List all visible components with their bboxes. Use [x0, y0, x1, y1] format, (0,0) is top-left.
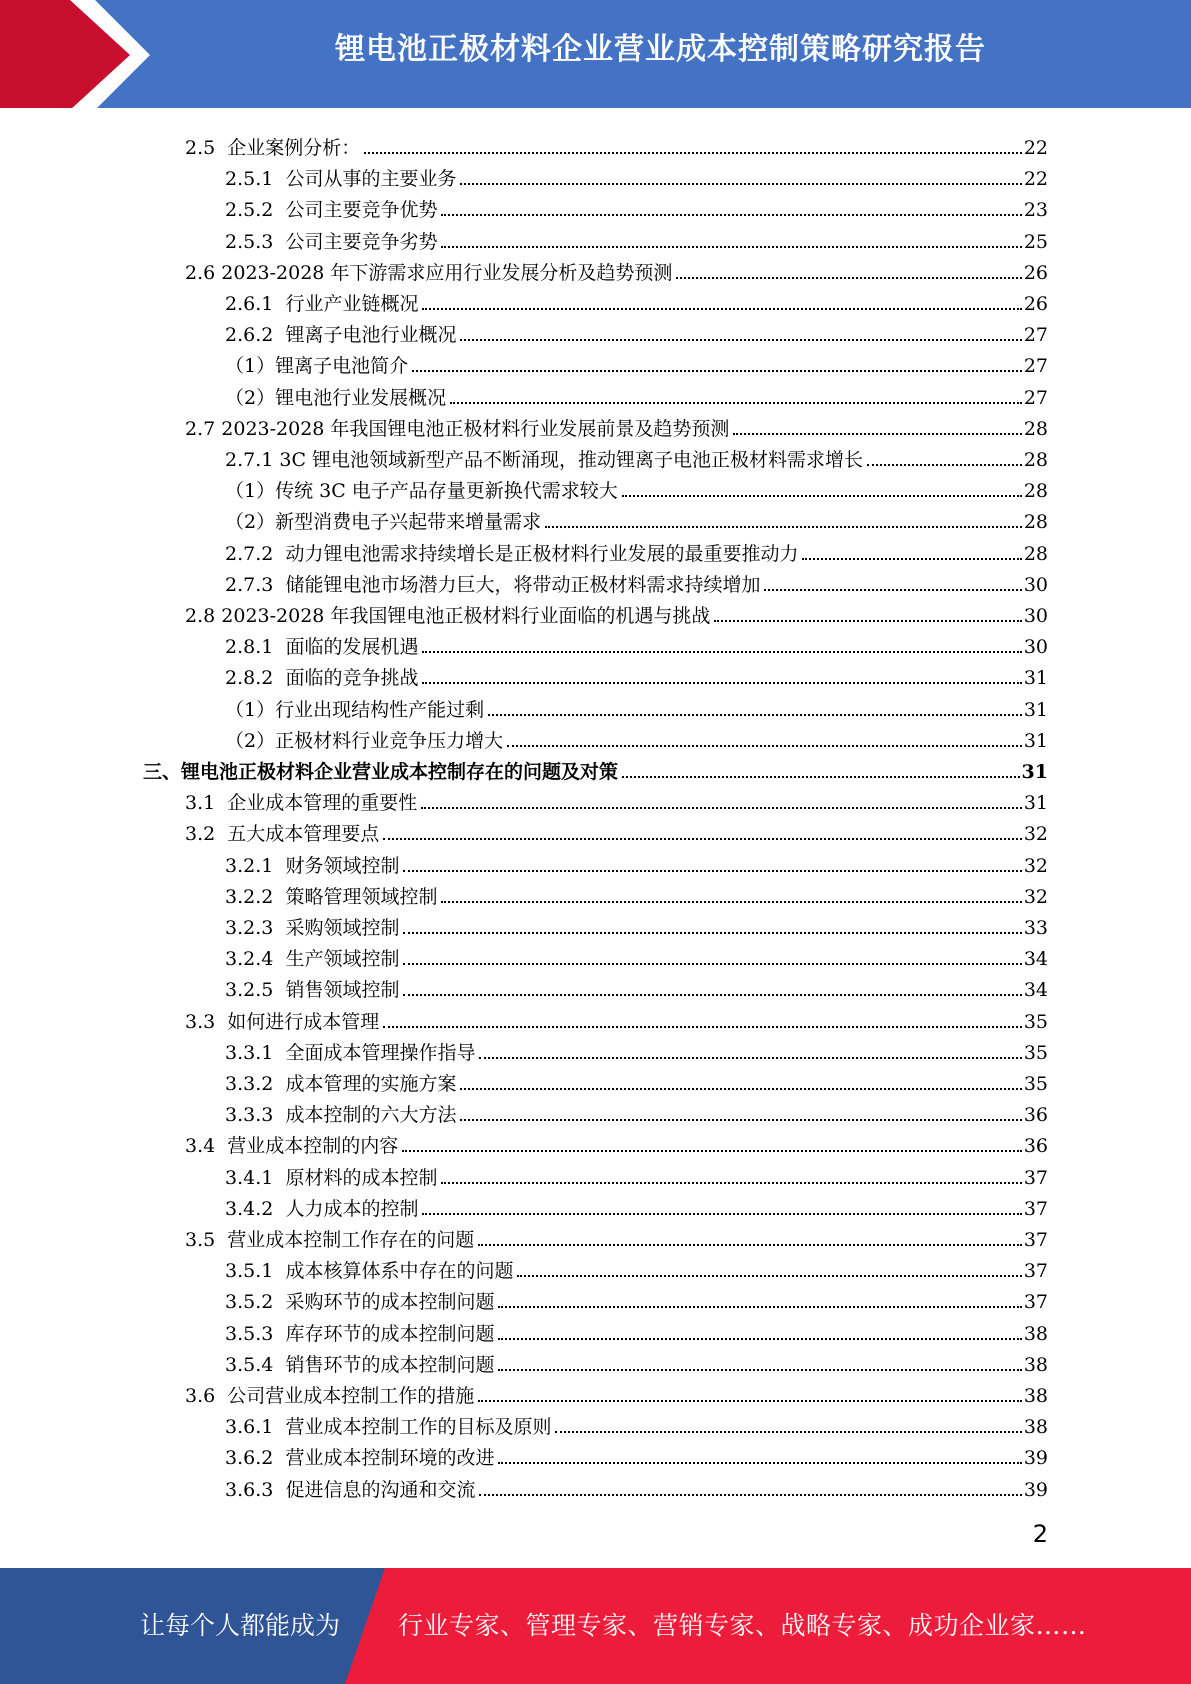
toc-dot-leader [422, 651, 1021, 653]
toc-entry-page: 26 [1023, 293, 1048, 315]
toc-entry[interactable] [225, 565, 1048, 596]
toc-entry-title: 新型消费电子兴起带来增量需求 [275, 511, 542, 534]
toc-entry-page: 37 [1023, 1197, 1048, 1220]
toc-entry-number: 2.6.2 [225, 324, 286, 347]
toc-entry-title: 公司营业成本控制工作的措施 [227, 1385, 475, 1407]
toc-entry[interactable] [225, 378, 1048, 409]
toc-entry-number: 2.5.3 [225, 230, 286, 253]
toc-dot-leader [441, 1182, 1021, 1184]
toc-entry[interactable] [225, 1095, 1048, 1126]
toc-entry-page: 39 [1023, 1478, 1048, 1501]
toc-entry-title: 企业案例分析： [227, 137, 361, 159]
toc-dot-leader [403, 994, 1021, 996]
toc-entry-number: 2.6 [185, 261, 222, 284]
toc-entry-page: 32 [1023, 885, 1048, 908]
toc-entry[interactable] [225, 1407, 1048, 1438]
toc-entry-number: 3.5.4 [225, 1353, 286, 1376]
toc-entry[interactable] [225, 627, 1048, 658]
toc-dot-leader [555, 1431, 1021, 1433]
page-header [0, 0, 1191, 110]
toc-dot-leader [479, 1057, 1021, 1059]
toc-dot-leader [488, 714, 1022, 716]
toc-entry-number: 3.2.5 [225, 979, 286, 1002]
toc-entry[interactable] [185, 1376, 1048, 1407]
toc-entry-page: 31 [1021, 761, 1048, 783]
toc-entry-page: 37 [1023, 1229, 1048, 1251]
toc-entry-title: 库存环节的成本控制问题 [285, 1322, 495, 1345]
toc-entry[interactable] [185, 409, 1048, 440]
toc-entry-title: 动力锂电池需求持续增长是正极材料行业发展的最重要推动力 [285, 542, 799, 565]
toc-entry[interactable] [225, 440, 1048, 471]
toc-entry-number: 2.5.1 [225, 168, 286, 191]
toc-entry[interactable] [225, 908, 1048, 939]
toc-dot-leader [498, 1338, 1021, 1340]
toc-entry-number: 3.4 [185, 1135, 228, 1158]
toc-entry-page: 30 [1023, 636, 1048, 659]
toc-entry-number: 3.6.3 [225, 1478, 286, 1501]
toc-entry-number: 3.6.2 [225, 1447, 286, 1470]
toc-entry[interactable] [225, 877, 1048, 908]
toc-dot-leader [676, 277, 1021, 279]
toc-entry-title: 2023-2028 年我国锂电池正极材料行业面临的机遇与挑战 [221, 605, 711, 627]
toc-entry-number: 2.5 [185, 137, 228, 159]
toc-entry-title: 人力成本的控制 [285, 1197, 419, 1220]
toc-entry[interactable] [225, 1064, 1048, 1095]
toc-entry-title: 储能锂电池市场潜力巨大，将带动正极材料需求持续增加 [285, 573, 761, 596]
toc-entry-page: 27 [1023, 386, 1048, 409]
toc-entry-title: 2023-2028 年下游需求应用行业发展分析及趋势预测 [221, 261, 673, 284]
toc-entry-number: 2.7 [185, 417, 222, 440]
toc-entry-page: 31 [1023, 792, 1048, 815]
header-bottom-line [0, 108, 1191, 110]
toc-entry-title: 面临的竞争挑战 [285, 667, 419, 690]
toc-entry[interactable] [185, 128, 1048, 159]
toc-entry-number: 3.3.2 [225, 1073, 286, 1095]
toc-entry-title: 公司从事的主要业务 [285, 168, 457, 191]
toc-entry-number: （2） [225, 386, 276, 409]
toc-entry[interactable] [185, 783, 1048, 814]
toc-entry-title: 销售领域控制 [285, 979, 400, 1002]
toc-entry[interactable] [185, 253, 1048, 284]
toc-entry-number: 3.2 [185, 823, 228, 846]
toc-entry-number: 3.2.1 [225, 854, 286, 877]
toc-entry[interactable] [225, 190, 1048, 221]
toc-entry[interactable] [225, 159, 1048, 190]
toc-entry-number: （2） [225, 511, 276, 534]
toc-entry-number: 3.2.3 [225, 917, 286, 939]
toc-dot-leader [402, 1150, 1022, 1152]
toc-entry-number: 2.5.2 [225, 199, 286, 222]
toc-entry[interactable] [225, 346, 1048, 377]
toc-dot-leader [460, 339, 1021, 341]
toc-entry-page: 38 [1023, 1385, 1048, 1407]
toc-entry[interactable] [185, 814, 1048, 845]
toc-entry-title: 锂离子电池行业概况 [285, 324, 457, 347]
toc-entry-number: （2） [225, 729, 276, 752]
toc-entry-page: 27 [1023, 355, 1048, 378]
toc-entry-page: 35 [1023, 1041, 1048, 1064]
toc-entry-title: 面临的发展机遇 [285, 636, 419, 659]
toc-dot-leader [517, 1275, 1021, 1277]
toc-dot-leader [383, 838, 1022, 840]
toc-dot-leader [403, 932, 1021, 934]
toc-entry-number: 3.4.2 [225, 1197, 286, 1220]
toc-dot-leader [622, 495, 1022, 497]
toc-entry-title: 采购领域控制 [285, 917, 400, 939]
toc-entry-number: 2.8.2 [225, 667, 286, 690]
toc-entry-title: 成本管理的实施方案 [285, 1073, 457, 1095]
toc-entry[interactable] [185, 1126, 1048, 1157]
toc-entry-number: 3.1 [185, 792, 228, 815]
toc-dot-leader [498, 1306, 1021, 1308]
toc-entry[interactable] [143, 752, 1048, 783]
toc-entry-page: 33 [1023, 917, 1048, 939]
toc-entry-page: 28 [1023, 449, 1048, 471]
footer-slogan-right: 行业专家、管理专家、营销专家、战略专家、成功企业家…… [398, 1611, 1087, 1640]
toc-entry[interactable] [225, 1345, 1048, 1376]
toc-entry-page: 36 [1023, 1135, 1048, 1158]
toc-entry-title: 营业成本控制工作的目标及原则 [285, 1416, 552, 1439]
toc-dot-leader [450, 402, 1022, 404]
toc-entry-number: （1） [225, 698, 276, 721]
toc-entry-title: 营业成本控制的内容 [227, 1135, 399, 1158]
toc-entry-title: 生产领域控制 [285, 948, 400, 971]
toc-dot-leader [478, 1244, 1022, 1246]
toc-entry-page: 36 [1023, 1104, 1048, 1127]
toc-entry-page: 28 [1023, 511, 1048, 534]
page-number: 2 [1032, 1520, 1048, 1548]
page-footer [0, 1568, 1191, 1684]
toc-entry-number: 3.2.2 [225, 885, 286, 908]
toc-dot-leader [764, 589, 1021, 591]
toc-entry[interactable] [225, 1282, 1048, 1313]
toc-entry-page: 32 [1023, 823, 1048, 846]
toc-dot-leader [422, 1213, 1021, 1215]
toc-entry-title: 公司主要竞争劣势 [285, 230, 438, 253]
toc-dot-leader [421, 807, 1022, 809]
toc-dot-leader [867, 464, 1022, 466]
toc-entry[interactable] [225, 1314, 1048, 1345]
header-red-arrow [0, 0, 150, 110]
toc-entry-title: 原材料的成本控制 [285, 1166, 438, 1189]
toc-entry-number: 2.7.3 [225, 573, 286, 596]
toc-entry-page: 35 [1023, 1010, 1048, 1033]
toc-entry-number: （1） [225, 355, 276, 378]
toc-entry-title: 营业成本控制环境的改进 [285, 1447, 495, 1470]
toc-entry[interactable] [225, 1189, 1048, 1220]
toc-entry-page: 31 [1023, 729, 1048, 752]
toc-entry[interactable] [225, 846, 1048, 877]
toc-entry-title: 锂离子电池简介 [275, 355, 409, 378]
toc-dot-leader [507, 745, 1022, 747]
toc-entry-page: 35 [1023, 1073, 1048, 1095]
toc-dot-leader [478, 1400, 1022, 1402]
toc-entry-page: 30 [1023, 605, 1048, 627]
toc-entry[interactable] [225, 534, 1048, 565]
toc-entry-page: 26 [1023, 261, 1048, 284]
toc-dot-leader [412, 370, 1022, 372]
toc-entry[interactable] [225, 1251, 1048, 1282]
toc-entry-title: 锂电池正极材料企业营业成本控制存在的问题及对策 [181, 761, 619, 783]
toc-entry-page: 30 [1023, 573, 1048, 596]
toc-entry-title: 策略管理领域控制 [285, 885, 438, 908]
toc-dot-leader [622, 776, 1020, 778]
toc-entry-page: 37 [1023, 1291, 1048, 1314]
toc-entry-number: 3.3 [185, 1010, 228, 1033]
toc-entry-title: 成本核算体系中存在的问题 [285, 1260, 514, 1283]
toc-entry-page: 38 [1023, 1322, 1048, 1345]
toc-entry[interactable] [225, 658, 1048, 689]
toc-entry[interactable] [225, 1438, 1048, 1469]
toc-entry-title: 如何进行成本管理 [227, 1010, 380, 1033]
toc-entry-title: 财务领域控制 [285, 854, 400, 877]
toc-dot-leader [441, 214, 1021, 216]
toc-entry-number: 2.7.2 [225, 542, 286, 565]
toc-entry-page: 28 [1023, 542, 1048, 565]
toc-entry[interactable] [225, 222, 1048, 253]
toc-entry-page: 38 [1023, 1416, 1048, 1439]
toc-entry-title: 2023-2028 年我国锂电池正极材料行业发展前景及趋势预测 [221, 417, 730, 440]
toc-entry-title: 销售环节的成本控制问题 [285, 1353, 495, 1376]
toc-dot-leader [422, 308, 1021, 310]
toc-entry-title: 企业成本管理的重要性 [227, 792, 418, 815]
toc-entry-number: 2.8.1 [225, 636, 286, 659]
toc-dot-leader [479, 1494, 1021, 1496]
toc-entry-page: 23 [1023, 199, 1048, 222]
toc-entry-title: 全面成本管理操作指导 [285, 1041, 476, 1064]
toc-entry-number: 3.4.1 [225, 1166, 286, 1189]
toc-dot-leader [802, 558, 1021, 560]
toc-entry-page: 28 [1023, 417, 1048, 440]
toc-entry-title: 公司主要竞争优势 [285, 199, 438, 222]
toc-entry-title: 传统 3C 电子产品存量更新换代需求较大 [275, 480, 618, 503]
toc-entry-number: 3.5.3 [225, 1322, 286, 1345]
toc-dot-leader [714, 620, 1021, 622]
toc-entry-number: 3.3.3 [225, 1104, 286, 1127]
toc-entry[interactable] [185, 1002, 1048, 1033]
toc-entry[interactable] [225, 284, 1048, 315]
toc-dot-leader [460, 183, 1021, 185]
toc-entry-page: 34 [1023, 948, 1048, 971]
toc-entry[interactable] [225, 970, 1048, 1001]
toc-entry-title: 正极材料行业竞争压力增大 [275, 729, 504, 752]
footer-slogan-left: 让每个人都能成为 [140, 1611, 341, 1640]
toc-entry-number: （1） [225, 480, 276, 503]
toc-entry-title: 采购环节的成本控制问题 [285, 1291, 495, 1314]
toc-entry-title: 行业出现结构性产能过剩 [275, 698, 485, 721]
toc-entry[interactable] [225, 1470, 1048, 1501]
toc-dot-leader [441, 901, 1021, 903]
toc-dot-leader [441, 246, 1021, 248]
toc-entry-number: 3.6.1 [225, 1416, 286, 1439]
toc-dot-leader [422, 682, 1021, 684]
toc-entry[interactable] [225, 471, 1048, 502]
toc-entry-page: 31 [1023, 698, 1048, 721]
toc-entry[interactable] [225, 502, 1048, 533]
toc-entry-page: 28 [1023, 480, 1048, 503]
toc-entry-number: 3.5.1 [225, 1260, 286, 1283]
toc-entry-page: 22 [1023, 137, 1048, 159]
toc-entry[interactable] [185, 1220, 1048, 1251]
toc-entry-title: 五大成本管理要点 [227, 823, 380, 846]
toc-entry-page: 22 [1023, 168, 1048, 191]
toc-entry-number: 2.8 [185, 605, 222, 627]
toc-entry-title: 营业成本控制工作存在的问题 [227, 1229, 475, 1251]
toc-dot-leader [383, 1026, 1022, 1028]
toc-entry-title: 锂电池行业发展概况 [275, 386, 447, 409]
toc-entry-number: 3.5 [185, 1229, 228, 1251]
toc-dot-leader [403, 963, 1021, 965]
toc-entry-number: 3.3.1 [225, 1041, 286, 1064]
toc-entry-number: 3.2.4 [225, 948, 286, 971]
toc-entry-number: 2.6.1 [225, 293, 286, 315]
toc-entry-page: 37 [1023, 1260, 1048, 1283]
toc-entry[interactable] [225, 939, 1048, 970]
toc-entry-title: 成本控制的六大方法 [285, 1104, 457, 1127]
toc-entry-page: 27 [1023, 324, 1048, 347]
toc-entry[interactable] [225, 315, 1048, 346]
toc-entry-page: 39 [1023, 1447, 1048, 1470]
toc-entry[interactable] [225, 1158, 1048, 1189]
toc-dot-leader [545, 526, 1022, 528]
toc-entry-title: 促进信息的沟通和交流 [285, 1478, 476, 1501]
toc-entry[interactable] [225, 1033, 1048, 1064]
toc-entry-number: 2.7.1 [225, 449, 280, 471]
toc-dot-leader [364, 152, 1022, 154]
toc-entry-page: 32 [1023, 854, 1048, 877]
toc-entry-number: 3.5.2 [225, 1291, 286, 1314]
toc-dot-leader [498, 1462, 1021, 1464]
toc-dot-leader [460, 1119, 1021, 1121]
toc-entry-page: 34 [1023, 979, 1048, 1002]
toc-entry-number: 三、 [143, 761, 182, 783]
toc-dot-leader [403, 870, 1021, 872]
toc-entry-number: 3.6 [185, 1385, 228, 1407]
toc-dot-leader [460, 1088, 1021, 1090]
toc-entry[interactable] [225, 721, 1048, 752]
toc-dot-leader [498, 1369, 1021, 1371]
toc-entry-title: 行业产业链概况 [285, 293, 419, 315]
toc-entry-title: 3C 锂电池领域新型产品不断涌现，推动锂离子电池正极材料需求增长 [279, 449, 864, 471]
toc-entry[interactable] [225, 690, 1048, 721]
toc-entry-page: 25 [1023, 230, 1048, 253]
toc-entry[interactable] [185, 596, 1048, 627]
header-title: 锂电池正极材料企业营业成本控制策略研究报告 [335, 32, 986, 67]
toc-dot-leader [733, 433, 1021, 435]
toc-entry-page: 38 [1023, 1353, 1048, 1376]
toc-entry-page: 37 [1023, 1166, 1048, 1189]
toc-entry-page: 31 [1023, 667, 1048, 690]
